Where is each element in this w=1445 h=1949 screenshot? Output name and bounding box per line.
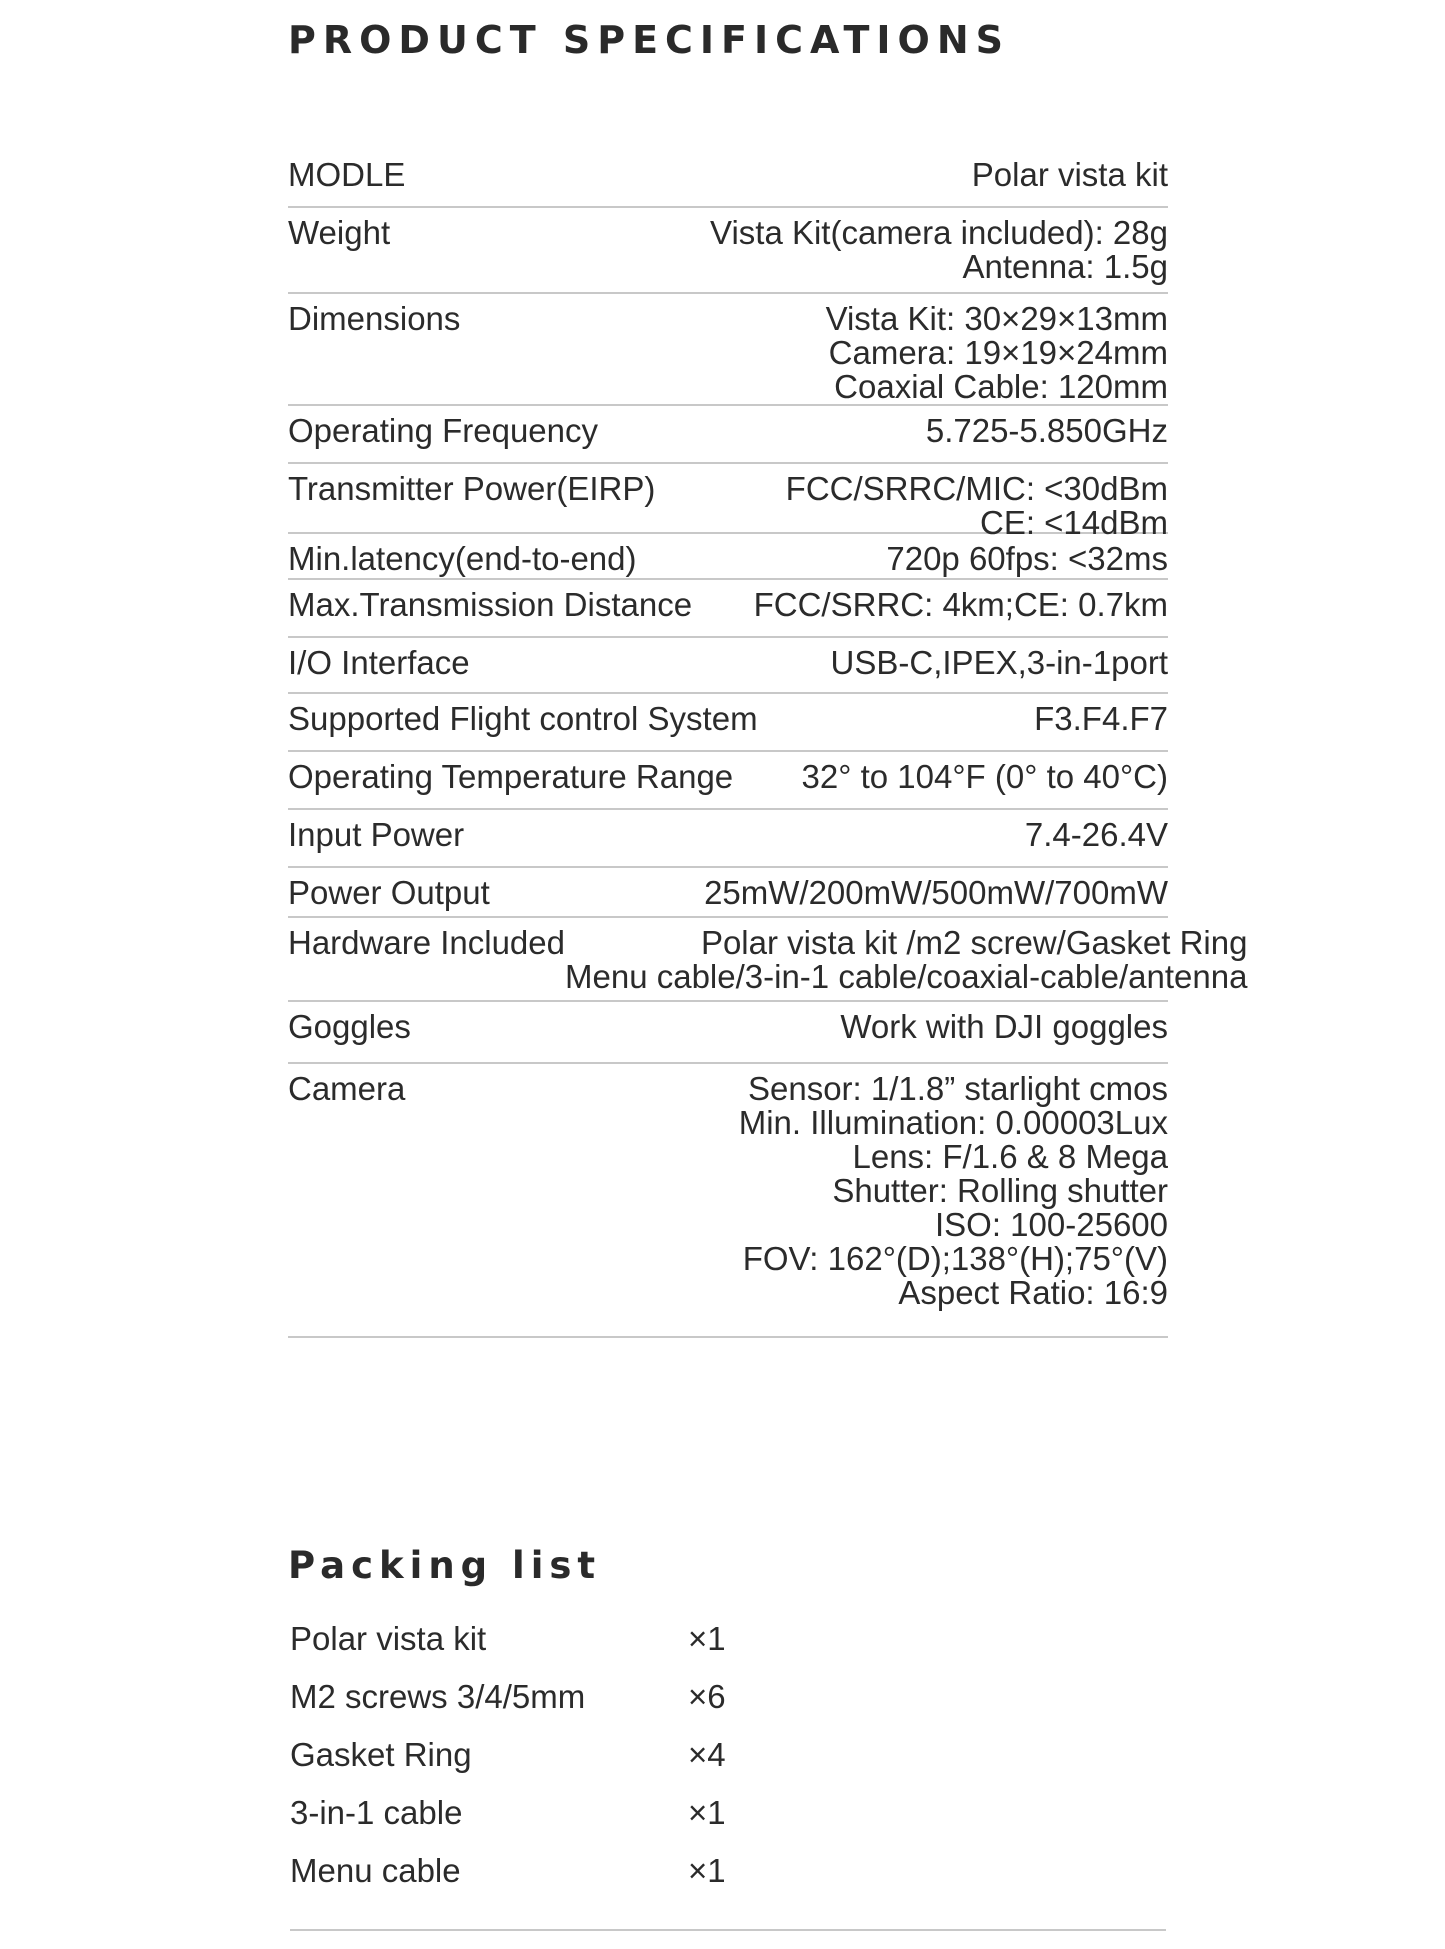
spec-value-line: USB-C,IPEX,3-in-1port [830,644,1168,681]
spec-value-line: Vista Kit: 30×29×13mm [825,300,1168,337]
spec-value-line: 32° to 104°F (0° to 40°C) [801,758,1168,795]
packing-item-name: M2 screws 3/4/5mm [290,1678,586,1715]
spec-value-line: 25mW/200mW/500mW/700mW [704,874,1168,911]
spec-value [565,926,1247,994]
spec-label: Hardware Included [288,924,565,961]
spec-row [288,406,1168,464]
packing-item-name: Gasket Ring [290,1736,472,1773]
spec-row [288,208,1168,294]
packing-item-quantity: ×4 [688,1736,726,1773]
spec-value-line: Work with DJI goggles [840,1008,1168,1045]
spec-value [704,876,1168,910]
spec-value-line: Polar vista kit [971,156,1168,193]
spec-row [288,752,1168,810]
packing-list-item [288,1842,1168,1900]
spec-value-line: Lens: F/1.6 & 8 Mega [852,1138,1168,1175]
packing-item-quantity: ×1 [688,1794,726,1831]
packing-item-quantity: ×1 [688,1620,726,1657]
spec-value [886,542,1168,576]
spec-row [288,1002,1168,1064]
spec-value [826,302,1168,404]
spec-value-line: 5.725-5.850GHz [925,412,1168,449]
spec-value [710,216,1168,284]
spec-label: Max.Transmission Distance [288,586,693,623]
packing-list-item [288,1726,1168,1784]
spec-table [288,150,1248,1338]
packing-item-name: 3-in-1 cable [290,1794,463,1831]
spec-value [1025,818,1168,852]
packing-item-quantity: ×6 [688,1678,726,1715]
spec-value [831,646,1168,680]
spec-value-line: FCC/SRRC/MIC: <30dBm [785,470,1168,507]
spec-value [840,1010,1168,1044]
spec-label: Operating Temperature Range [288,758,734,795]
spec-value-line: Aspect Ratio: 16:9 [898,1274,1168,1311]
spec-row [288,638,1168,694]
spec-value-line: Sensor: 1/1.8” starlight cmos [747,1070,1168,1107]
spec-row [288,464,1168,541]
spec-value [972,158,1168,192]
spec-value [926,414,1168,448]
spec-value-line: CE: <14dBm [979,504,1168,541]
spec-row [288,150,1168,208]
spec-row [288,868,1168,918]
packing-item-name: Polar vista kit [290,1620,487,1657]
spec-row [288,1064,1168,1338]
packing-list-divider [290,1929,1166,1931]
page-title: PRODUCT SPECIFICATIONS [288,18,1011,62]
spec-label: Supported Flight control System [288,700,758,737]
spec-value-line: Antenna: 1.5g [962,248,1168,285]
spec-label: Weight [288,214,391,251]
spec-value-line: Shutter: Rolling shutter [832,1172,1168,1209]
spec-value [754,588,1168,622]
spec-value [739,1072,1168,1310]
packing-list [288,1610,1168,1900]
spec-value [1034,702,1168,736]
spec-value-line: Vista Kit(camera included): 28g [710,214,1168,251]
spec-label: Power Output [288,874,490,911]
spec-value-line: 7.4-26.4V [1024,816,1168,853]
spec-row [288,810,1168,868]
spec-label: Min.latency(end-to-end) [288,540,637,577]
spec-row [288,534,1168,580]
spec-value [802,760,1168,794]
spec-label: Camera [288,1070,406,1107]
packing-list-title: Packing list [288,1544,602,1587]
spec-label: Input Power [288,816,465,853]
packing-item-name: Menu cable [290,1852,461,1889]
spec-label: Goggles [288,1008,411,1045]
packing-list-item [288,1610,1168,1668]
spec-value [786,472,1168,540]
spec-label: Operating Frequency [288,412,599,449]
spec-value-line: Coaxial Cable: 120mm [834,368,1168,405]
packing-list-item [288,1668,1168,1726]
spec-value-line: Min. Illumination: 0.00003Lux [738,1104,1168,1141]
spec-value-line: ISO: 100-25600 [935,1206,1168,1243]
spec-row [288,918,1248,1002]
spec-value-line: FCC/SRRC: 4km;CE: 0.7km [753,586,1168,623]
spec-label: Dimensions [288,300,461,337]
packing-list-item [288,1784,1168,1842]
spec-row [288,580,1168,638]
spec-label: Transmitter Power(EIRP) [288,470,656,507]
spec-value-line: F3.F4.F7 [1034,700,1168,737]
spec-row [288,694,1168,752]
spec-label: I/O Interface [288,644,470,681]
packing-item-quantity: ×1 [688,1852,726,1889]
spec-label: MODLE [288,156,406,193]
spec-value-line: FOV: 162°(D);138°(H);75°(V) [742,1240,1168,1277]
spec-value-line: Polar vista kit /m2 screw/Gasket Ring [700,924,1248,961]
spec-value-line: Menu cable/3-in-1 cable/coaxial-cable/antenna [565,958,1248,995]
spec-value-line: 720p 60fps: <32ms [886,540,1168,577]
spec-row [288,294,1168,406]
spec-value-line: Camera: 19×19×24mm [828,334,1168,371]
